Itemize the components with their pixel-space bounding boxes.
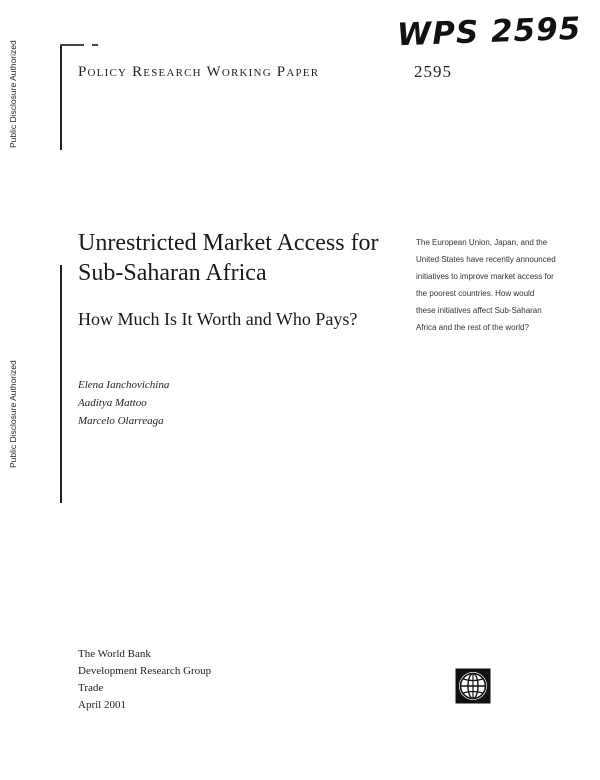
handwritten-document-id: WPS 2595 [396, 10, 582, 54]
publisher-unit: Trade [78, 682, 104, 694]
author-name: Elena Ianchovichina [78, 379, 170, 391]
header-tick [60, 44, 84, 46]
publisher-info [78, 646, 211, 714]
publisher-org: The World Bank [78, 648, 151, 660]
publisher-group: Development Research Group [78, 665, 212, 677]
abstract-summary: The European Union, Japan, and the United States have recently announced initiatives to improve market access for the poorest countries. How would these initiatives affect Sub-Saharan Africa and the rest of the world? [416, 238, 556, 332]
author-name: Aaditya Mattoo [78, 397, 147, 409]
header-tick [92, 44, 98, 46]
margin-rule [60, 45, 62, 150]
author-name: Marcelo Olarreaga [78, 415, 164, 427]
paper-title: Unrestricted Market Access for Sub-Saharan Africa [78, 230, 379, 286]
author-list [78, 376, 169, 430]
series-name: Policy Research Working Paper [78, 64, 320, 80]
publication-date: April 2001 [78, 699, 126, 711]
disclosure-label: Public Disclosure Authorized [8, 40, 18, 148]
world-bank-globe-icon [455, 668, 491, 704]
paper-number: 2595 [414, 62, 452, 81]
margin-rule [60, 265, 62, 503]
paper-subtitle: How Much Is It Worth and Who Pays? [78, 309, 358, 329]
disclosure-label: Public Disclosure Authorized [8, 360, 18, 468]
